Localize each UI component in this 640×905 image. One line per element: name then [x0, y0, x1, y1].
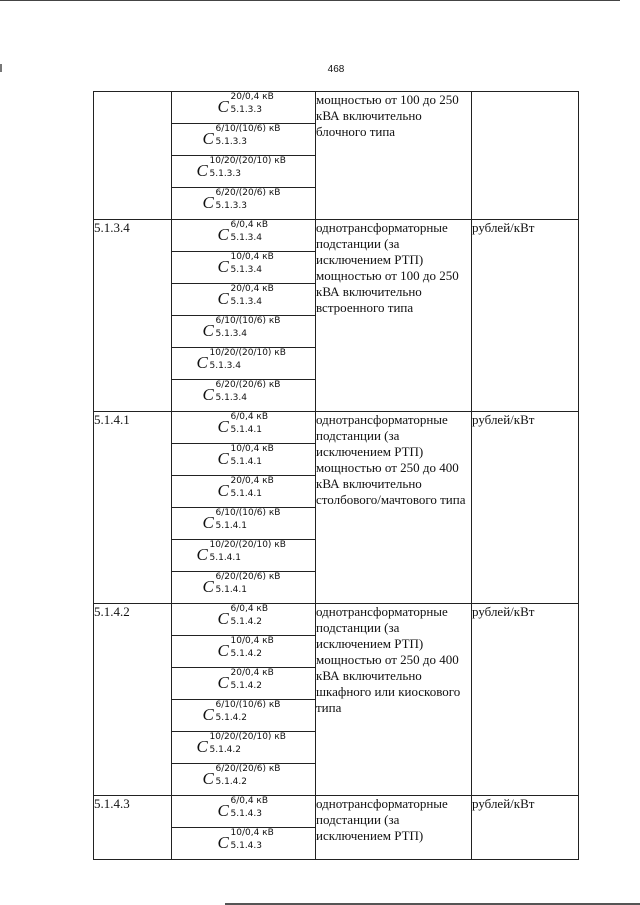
rate-symbol-index: 5.1.4.3 [230, 841, 262, 851]
rate-symbol [203, 508, 285, 534]
table-row [94, 796, 579, 828]
rate-symbol-cell [172, 508, 316, 540]
rate-symbol [203, 188, 285, 214]
rate-symbol [197, 732, 291, 758]
rate-symbol-base: C [217, 257, 229, 276]
rate-symbol-cell [172, 348, 316, 380]
tariff-table-body [94, 92, 579, 860]
rate-symbol-voltage: 6/20/(20/6) кВ [215, 380, 281, 390]
rate-symbol-index: 5.1.3.4 [215, 393, 247, 403]
rate-symbol-base: C [202, 385, 214, 404]
rate-symbol-base: C [202, 129, 214, 148]
rate-symbol-base: C [196, 353, 208, 372]
rate-symbol-cell [172, 284, 316, 316]
rate-symbol-base: C [217, 449, 229, 468]
rate-symbol [218, 412, 270, 438]
rate-symbol [218, 604, 270, 630]
item-code-cell: 5.1.4.1 [94, 412, 172, 604]
rate-symbol-base: C [217, 97, 229, 116]
rate-symbol [217, 284, 274, 310]
rate-symbol-cell [172, 188, 316, 220]
rate-symbol-cell [172, 732, 316, 764]
rate-symbol-index: 5.1.3.4 [230, 297, 262, 307]
rate-symbol [197, 348, 291, 374]
rate-symbol-index: 5.1.4.1 [209, 553, 241, 563]
rate-symbol-cell [172, 156, 316, 188]
rate-symbol-voltage: 10/0,4 кВ [230, 828, 274, 838]
rate-symbol-cell [172, 92, 316, 124]
rate-symbol-index: 5.1.4.2 [230, 681, 262, 691]
item-unit-cell [472, 92, 579, 220]
rate-symbol-voltage: 10/0,4 кВ [230, 636, 274, 646]
rate-symbol-index: 5.1.4.1 [215, 585, 247, 595]
rate-symbol-base: C [217, 289, 229, 308]
table-row [94, 412, 579, 444]
rate-symbol [218, 796, 270, 822]
item-unit-cell: рублей/кВт [472, 604, 579, 796]
rate-symbol-index: 5.1.3.4 [209, 361, 241, 371]
rate-symbol-cell [172, 604, 316, 636]
rate-symbol-voltage: 6/10/(10/6) кВ [215, 316, 281, 326]
page-number: 468 [327, 64, 345, 75]
rate-symbol-index: 5.1.3.4 [230, 233, 262, 243]
rate-symbol-voltage: 6/10/(10/6) кВ [215, 700, 281, 710]
rate-symbol-base: C [217, 417, 229, 436]
rate-symbol-base: C [202, 321, 214, 340]
rate-symbol [217, 668, 274, 694]
rate-symbol-base: C [202, 193, 214, 212]
rate-symbol-voltage: 10/0,4 кВ [230, 252, 274, 262]
rate-symbol-voltage: 20/0,4 кВ [230, 668, 274, 678]
rate-symbol-cell [172, 444, 316, 476]
rate-symbol-cell [172, 124, 316, 156]
rate-symbol-cell [172, 796, 316, 828]
item-code-cell [94, 92, 172, 220]
rate-symbol-index: 5.1.4.2 [230, 617, 262, 627]
rate-symbol-cell [172, 380, 316, 412]
rate-symbol-voltage: 6/0,4 кВ [230, 412, 269, 422]
rate-symbol-index: 5.1.3.3 [209, 169, 241, 179]
rate-symbol-voltage: 6/20/(20/6) кВ [215, 572, 281, 582]
rate-symbol-cell [172, 476, 316, 508]
rate-symbol-voltage: 20/0,4 кВ [230, 92, 274, 102]
scan-edge-top [0, 0, 620, 1]
table-row [94, 604, 579, 636]
rate-symbol [203, 764, 285, 790]
rate-symbol [217, 252, 274, 278]
rate-symbol-base: C [217, 609, 229, 628]
rate-symbol-voltage: 10/20/(20/10) кВ [209, 732, 286, 742]
table-row [94, 92, 579, 124]
rate-symbol [203, 380, 285, 406]
rate-symbol-base: C [196, 737, 208, 756]
item-code-cell: 5.1.4.3 [94, 796, 172, 860]
rate-symbol-base: C [217, 641, 229, 660]
rate-symbol-cell [172, 316, 316, 348]
rate-symbol-cell [172, 668, 316, 700]
rate-symbol-voltage: 10/20/(20/10) кВ [209, 540, 286, 550]
rate-symbol-index: 5.1.4.1 [230, 425, 262, 435]
rate-symbol [217, 444, 274, 470]
rate-symbol [203, 316, 285, 342]
rate-symbol-cell [172, 764, 316, 796]
item-unit-cell: рублей/кВт [472, 796, 579, 860]
rate-symbol [197, 156, 291, 182]
rate-symbol-base: C [196, 545, 208, 564]
item-description-cell: однотрансформаторные подстанции (за исключением РТП) [316, 796, 472, 860]
rate-symbol [197, 540, 291, 566]
rate-symbol-index: 5.1.4.2 [215, 713, 247, 723]
rate-symbol-index: 5.1.4.2 [230, 649, 262, 659]
rate-symbol [217, 636, 274, 662]
rate-symbol-cell [172, 220, 316, 252]
table-row [94, 220, 579, 252]
item-description-cell: однотрансформаторные подстанции (за исключением РТП) мощностью от 100 до 250 кВА включительно встроенного типа [316, 220, 472, 412]
rate-symbol-index: 5.1.4.1 [230, 489, 262, 499]
rate-symbol-voltage: 6/0,4 кВ [230, 604, 269, 614]
tariff-table [93, 91, 579, 860]
rate-symbol-base: C [202, 705, 214, 724]
item-description-cell: однотрансформаторные подстанции (за исключением РТП) мощностью от 250 до 400 кВА включительно шкафного или киоскового типа [316, 604, 472, 796]
rate-symbol [203, 700, 285, 726]
rate-symbol [203, 572, 285, 598]
rate-symbol-voltage: 6/20/(20/6) кВ [215, 188, 281, 198]
rate-symbol-index: 5.1.4.3 [230, 809, 262, 819]
item-code-cell: 5.1.3.4 [94, 220, 172, 412]
rate-symbol-index: 5.1.4.2 [215, 777, 247, 787]
rate-symbol-base: C [196, 161, 208, 180]
item-description-cell: мощностью от 100 до 250 кВА включительно блочного типа [316, 92, 472, 220]
rate-symbol-voltage: 20/0,4 кВ [230, 476, 274, 486]
rate-symbol-voltage: 10/20/(20/10) кВ [209, 156, 286, 166]
rate-symbol-base: C [217, 481, 229, 500]
rate-symbol-cell [172, 412, 316, 444]
rate-symbol-base: C [202, 769, 214, 788]
rate-symbol-voltage: 6/10/(10/6) кВ [215, 124, 281, 134]
rate-symbol-index: 5.1.4.1 [230, 457, 262, 467]
rate-symbol-index: 5.1.4.1 [215, 521, 247, 531]
rate-symbol-index: 5.1.3.4 [230, 265, 262, 275]
rate-symbol-voltage: 10/0,4 кВ [230, 444, 274, 454]
rate-symbol-index: 5.1.3.4 [215, 329, 247, 339]
rate-symbol-index: 5.1.3.3 [215, 137, 247, 147]
rate-symbol-base: C [217, 673, 229, 692]
rate-symbol-index: 5.1.3.3 [215, 201, 247, 211]
rate-symbol-base: C [217, 833, 229, 852]
rate-symbol-cell [172, 540, 316, 572]
rate-symbol-voltage: 6/0,4 кВ [230, 220, 269, 230]
rate-symbol [203, 124, 285, 150]
rate-symbol-base: C [202, 513, 214, 532]
item-unit-cell: рублей/кВт [472, 412, 579, 604]
rate-symbol [218, 220, 270, 246]
rate-symbol [217, 92, 274, 118]
rate-symbol-voltage: 10/20/(20/10) кВ [209, 348, 286, 358]
item-code-cell: 5.1.4.2 [94, 604, 172, 796]
rate-symbol-base: C [217, 801, 229, 820]
rate-symbol-cell [172, 572, 316, 604]
rate-symbol-index: 5.1.3.3 [230, 105, 262, 115]
rate-symbol [217, 828, 274, 854]
rate-symbol-cell [172, 252, 316, 284]
item-description-cell: однотрансформаторные подстанции (за исключением РТП) мощностью от 250 до 400 кВА включительно столбового/мачтового типа [316, 412, 472, 604]
rate-symbol-voltage: 6/0,4 кВ [230, 796, 269, 806]
rate-symbol-voltage: 6/20/(20/6) кВ [215, 764, 281, 774]
rate-symbol [217, 476, 274, 502]
item-unit-cell: рублей/кВт [472, 220, 579, 412]
rate-symbol-voltage: 6/10/(10/6) кВ [215, 508, 281, 518]
rate-symbol-base: C [202, 577, 214, 596]
rate-symbol-index: 5.1.4.2 [209, 745, 241, 755]
rate-symbol-cell [172, 700, 316, 732]
rate-symbol-base: C [217, 225, 229, 244]
rate-symbol-cell [172, 828, 316, 860]
rate-symbol-cell [172, 636, 316, 668]
rate-symbol-voltage: 20/0,4 кВ [230, 284, 274, 294]
